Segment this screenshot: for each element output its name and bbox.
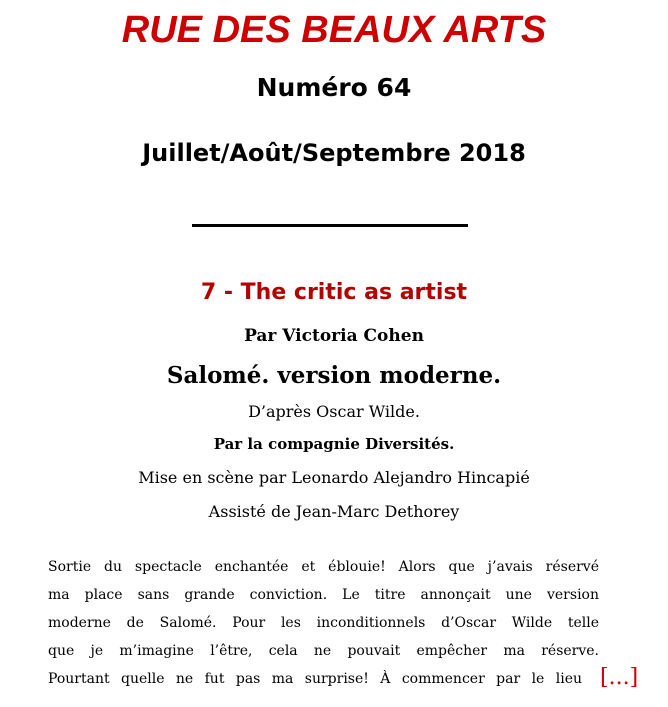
article-body-line: Sortie du spectacle enchantée et éblouie! Alors que j’avais réservé — [48, 559, 599, 575]
article-author: Par Victoria Cohen — [244, 326, 424, 346]
theatre-company: Par la compagnie Diversités. — [213, 435, 455, 453]
assistant-director: Assisté de Jean-Marc Dethorey — [208, 502, 460, 521]
play-source: D’après Oscar Wilde. — [248, 402, 420, 421]
article-body-line: Pourtant quelle ne fut pas ma surprise! À commencer par le lieu — [48, 671, 582, 687]
article-body-line: ma place sans grande conviction. Le titre annonçait une version — [48, 587, 599, 603]
read-more-link[interactable]: [...] — [600, 665, 639, 690]
issue-number: Numéro 64 — [256, 73, 412, 102]
issue-dates: Juillet/Août/Septembre 2018 — [142, 139, 526, 167]
stage-director: Mise en scène par Leonardo Alejandro Hincapié — [138, 468, 530, 487]
section-title: 7 - The critic as artist — [200, 280, 468, 305]
masthead-title: RUE DES BEAUX ARTS — [121, 9, 547, 51]
article-body — [48, 553, 599, 693]
article-body-line: que je m’imagine l’être, cela ne pouvait empêcher ma réserve. — [48, 643, 599, 659]
article-body-line: moderne de Salomé. Pour les inconditionnels d’Oscar Wilde telle — [48, 615, 599, 631]
play-title: Salomé. version moderne. — [166, 362, 502, 389]
divider-rule — [192, 224, 468, 227]
